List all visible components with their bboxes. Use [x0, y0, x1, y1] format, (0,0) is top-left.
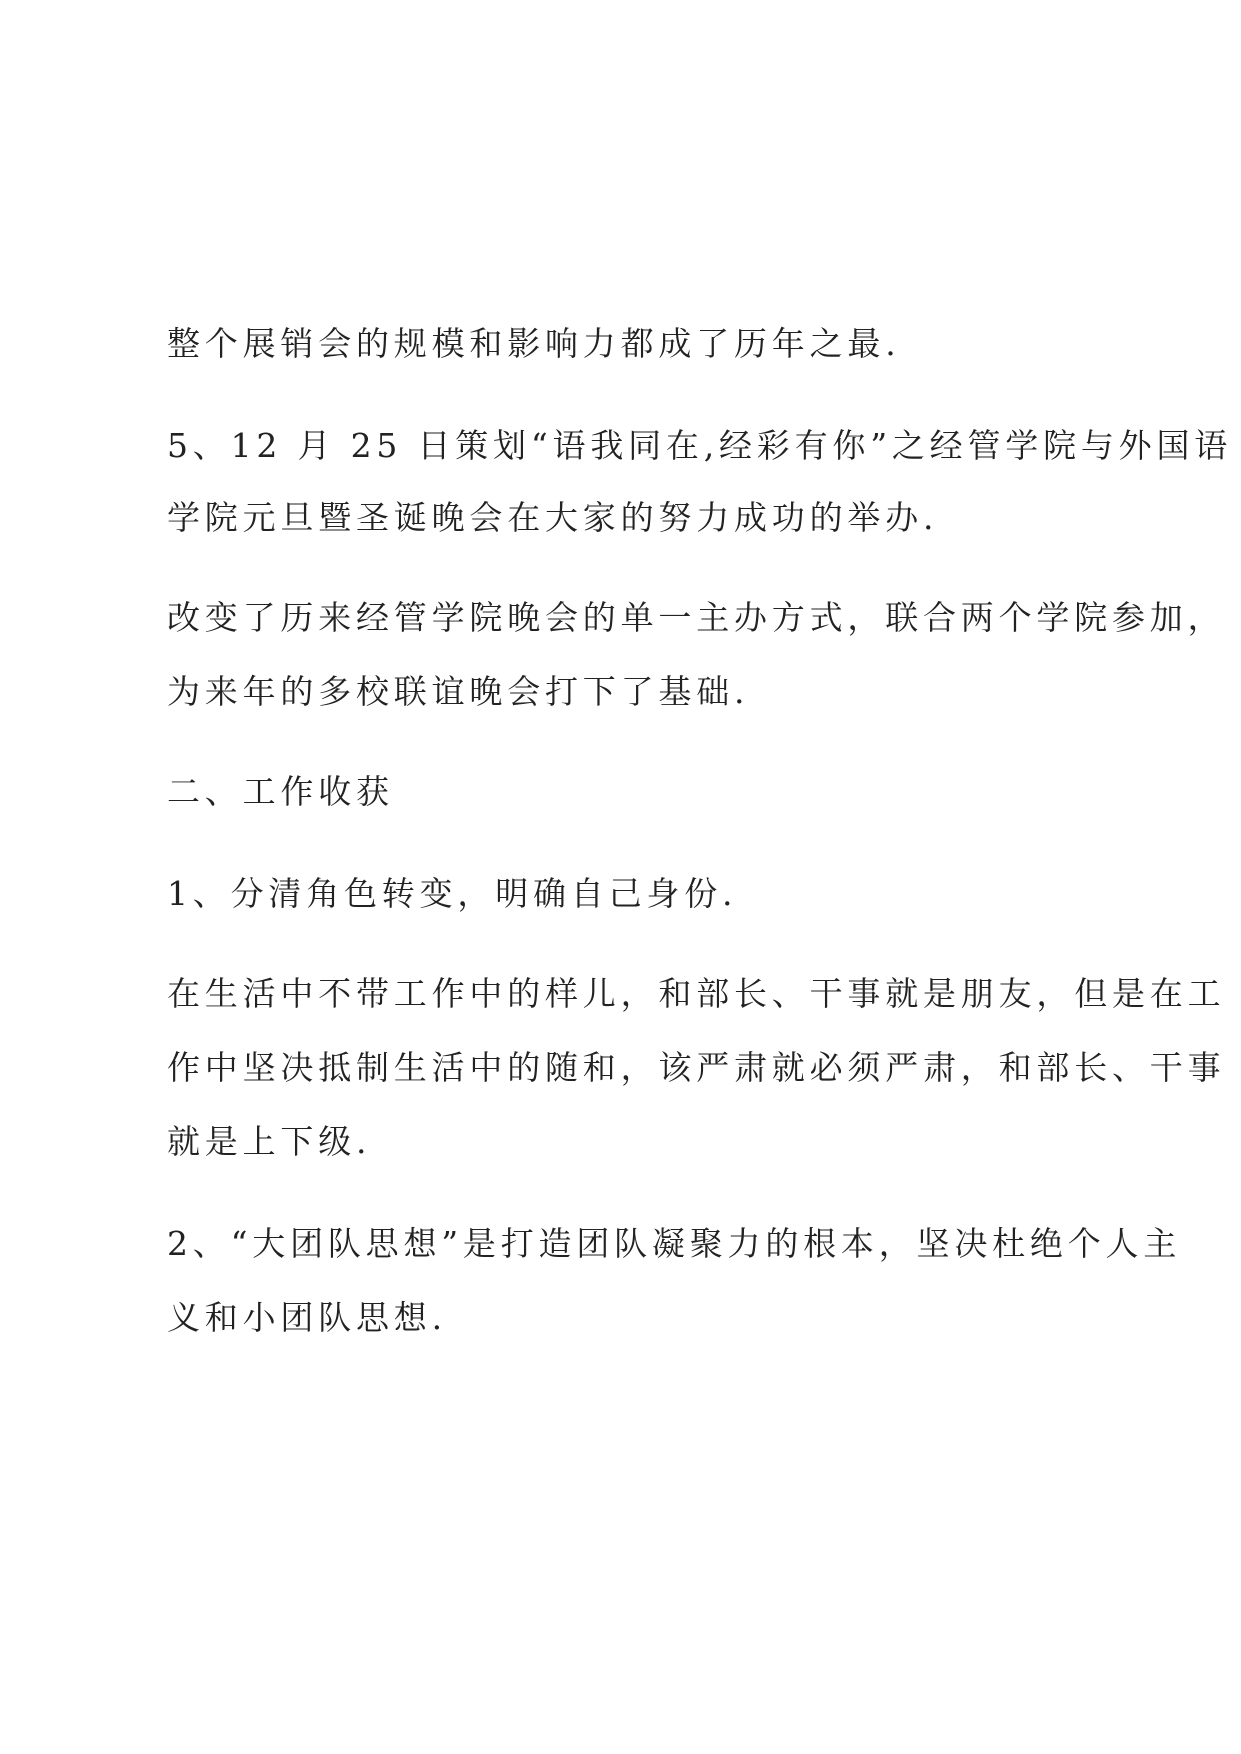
paragraph-line: 1、分清角色转变，明确自己身份. [167, 874, 738, 913]
paragraph-line: 就是上下级. [167, 1122, 372, 1161]
paragraph-line: 作中坚决抵制生活中的随和，该严肃就必须严肃，和部长、干事 [167, 1048, 1226, 1087]
paragraph-line: 改变了历来经管学院晚会的单一主办方式，联合两个学院参加， [167, 598, 1226, 637]
paragraph-line: 整个展销会的规模和影响力都成了历年之最. [167, 324, 901, 363]
paragraph-line: 5、12 月 25 日策划“语我同在,经彩有你”之经管学院与外国语 [167, 426, 1233, 465]
section-heading: 二、工作收获 [167, 772, 394, 811]
paragraph-line: 在生活中不带工作中的样儿，和部长、干事就是朋友，但是在工 [167, 974, 1226, 1013]
paragraph-line: 为来年的多校联谊晚会打下了基础. [167, 672, 750, 711]
paragraph-line: 学院元旦暨圣诞晚会在大家的努力成功的举办. [167, 498, 939, 537]
paragraph-line: 义和小团队思想. [167, 1298, 447, 1337]
paragraph-line: 2、“大团队思想”是打造团队凝聚力的根本，坚决杜绝个人主 [167, 1224, 1182, 1263]
